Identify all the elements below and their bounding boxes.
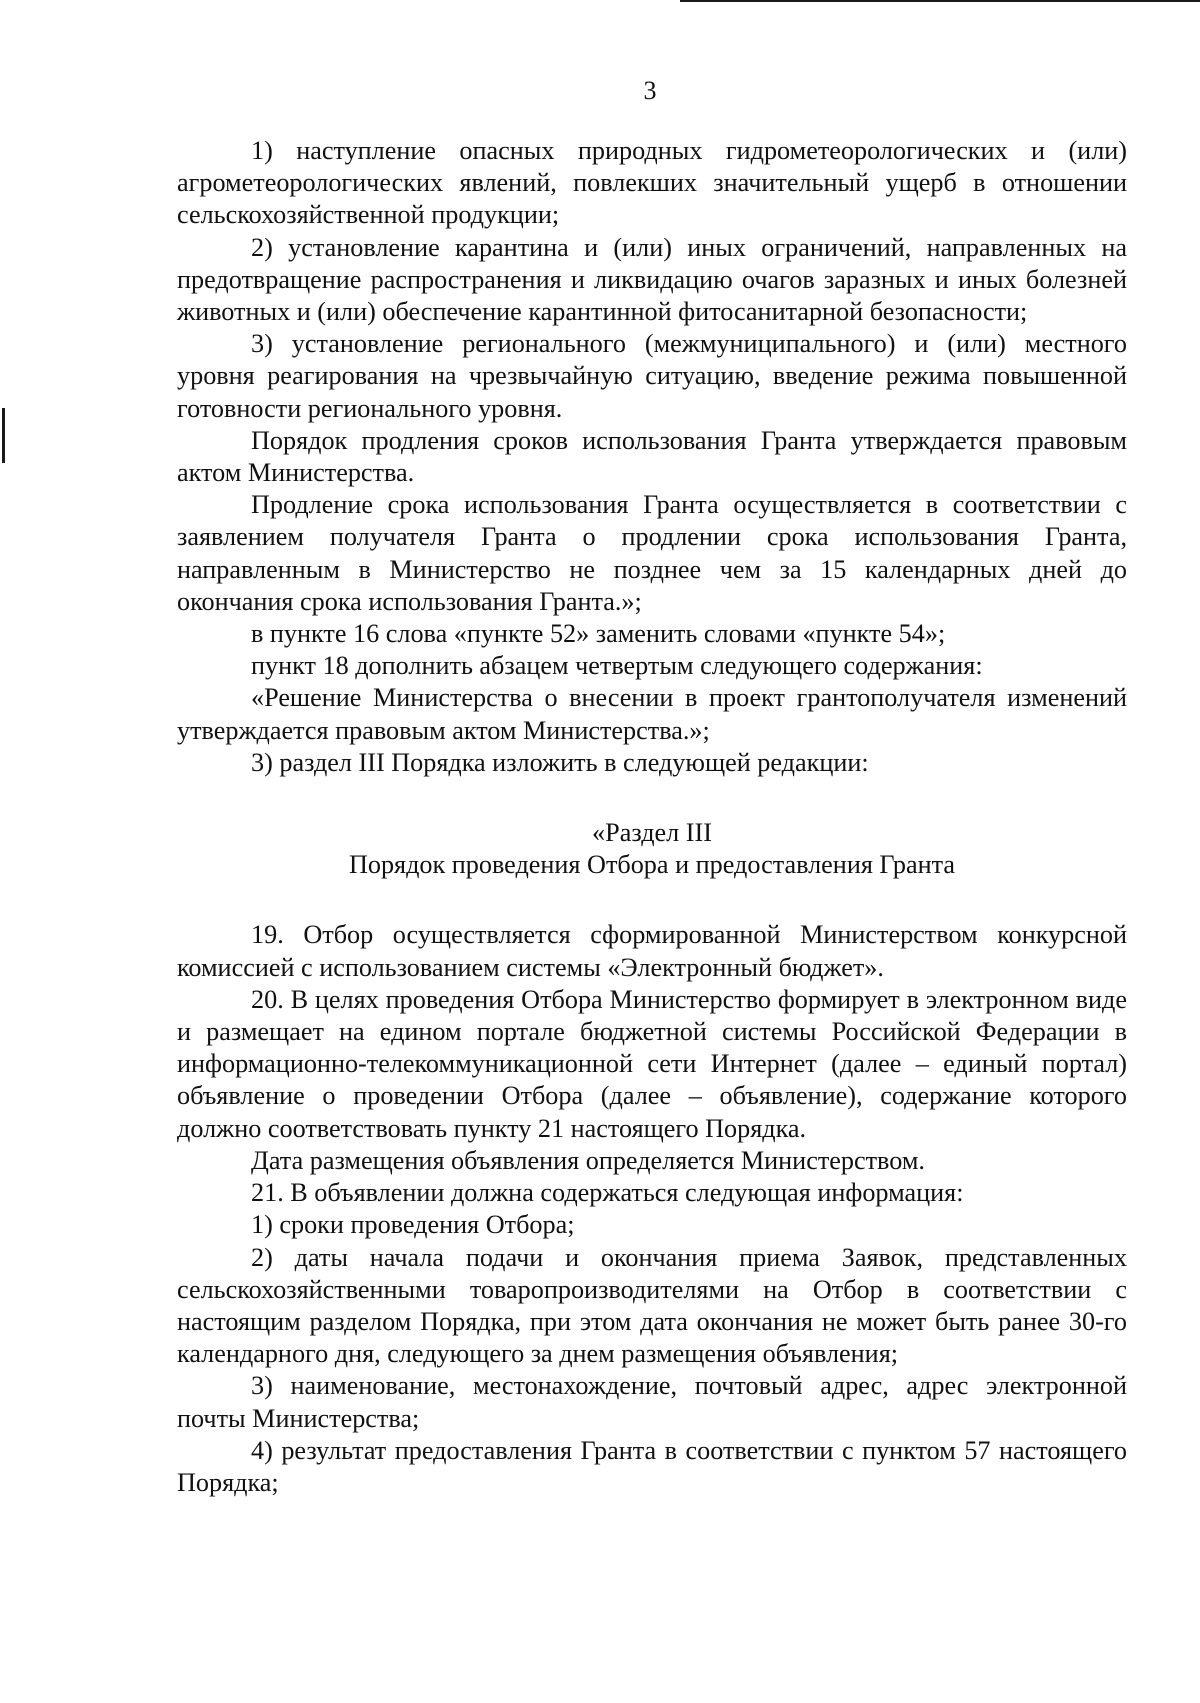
section-body bbox=[177, 919, 1127, 1499]
paragraph: Порядок продления сроков использования Гранта утверждается правовым актом Министерства. bbox=[177, 425, 1127, 488]
paragraph: 2) установление карантина и (или) иных ограничений, направленных на предотвращение распространения и ликвидацию очагов заразных и иных болезней животных и (или) обеспечение карантинной фитосанитарной безопасности; bbox=[177, 232, 1127, 327]
paragraph: 3) раздел III Порядка изложить в следующей редакции: bbox=[251, 747, 869, 777]
paragraph: 19. Отбор осуществляется сформированной Министерством конкурсной комиссией с использованием системы «Электронный бюджет». bbox=[177, 920, 1127, 982]
paragraph: 3) наименование, местонахождение, почтовый адрес, адрес электронной почты Министерства; bbox=[177, 1371, 1127, 1433]
paragraph: Дата размещения объявления определяется Министерством. bbox=[251, 1145, 925, 1175]
section-heading-title: Порядок проведения Отбора и предоставления Гранта bbox=[348, 850, 956, 880]
paragraph: 2) даты начала подачи и окончания приема Заявок, представленных сельскохозяйственными товаропроизводителями на Отбор в соответствии с настоящим разделом Порядка, при этом дата окончания не может быть ранее 30-го календарного дня, следующего за днем размещения объявления; bbox=[177, 1242, 1127, 1369]
document-body bbox=[177, 135, 1127, 1499]
paragraph: 3) установление регионального (межмуниципального) и (или) местного уровня реагирования на чрезвычайную ситуацию, введение режима повышенной готовности регионального уровня. bbox=[177, 329, 1127, 423]
paragraph: 1) наступление опасных природных гидрометеорологических и (или) агрометеорологических явлений, повлекших значительный ущерб в отношении сельскохозяйственной продукции; bbox=[177, 136, 1127, 230]
page-number: 3 bbox=[643, 76, 657, 105]
paragraph: 1) сроки проведения Отбора; bbox=[251, 1210, 575, 1240]
paragraph: в пункте 16 слова «пункте 52» заменить словами «пункте 54»; bbox=[251, 619, 946, 649]
paragraph: 4) результат предоставления Гранта в соответствии с пунктом 57 настоящего Порядка; bbox=[177, 1435, 1127, 1497]
top-edge-rule bbox=[680, 0, 1200, 2]
paragraph: Продление срока использования Гранта осуществляется в соответствии с заявлением получателя Гранта о продлении срока использования Гранта, направленным в Министерство не позднее чем за 15 календарных дней до окончания срока использования Гранта.»; bbox=[177, 490, 1127, 616]
paragraph: «Решение Министерства о внесении в проект грантополучателя изменений утверждается правовым актом Министерства.»; bbox=[177, 683, 1127, 745]
left-margin-mark bbox=[2, 408, 5, 463]
paragraph: пункт 18 дополнить абзацем четвертым следующего содержания: bbox=[251, 651, 983, 681]
paragraph: 21. В объявлении должна содержаться следующая информация: bbox=[251, 1178, 964, 1208]
section-heading-number: «Раздел III bbox=[592, 818, 712, 848]
paragraph: 20. В целях проведения Отбора Министерство формирует в электронном виде и размещает на едином портале бюджетной системы Российской Федерации в информационно-телекоммуникационной сети Интернет (далее – единый портал) объявление о проведении Отбора (далее – объявление), содержание которого должно соответствовать пункту 21 настоящего Порядка. bbox=[177, 984, 1127, 1143]
